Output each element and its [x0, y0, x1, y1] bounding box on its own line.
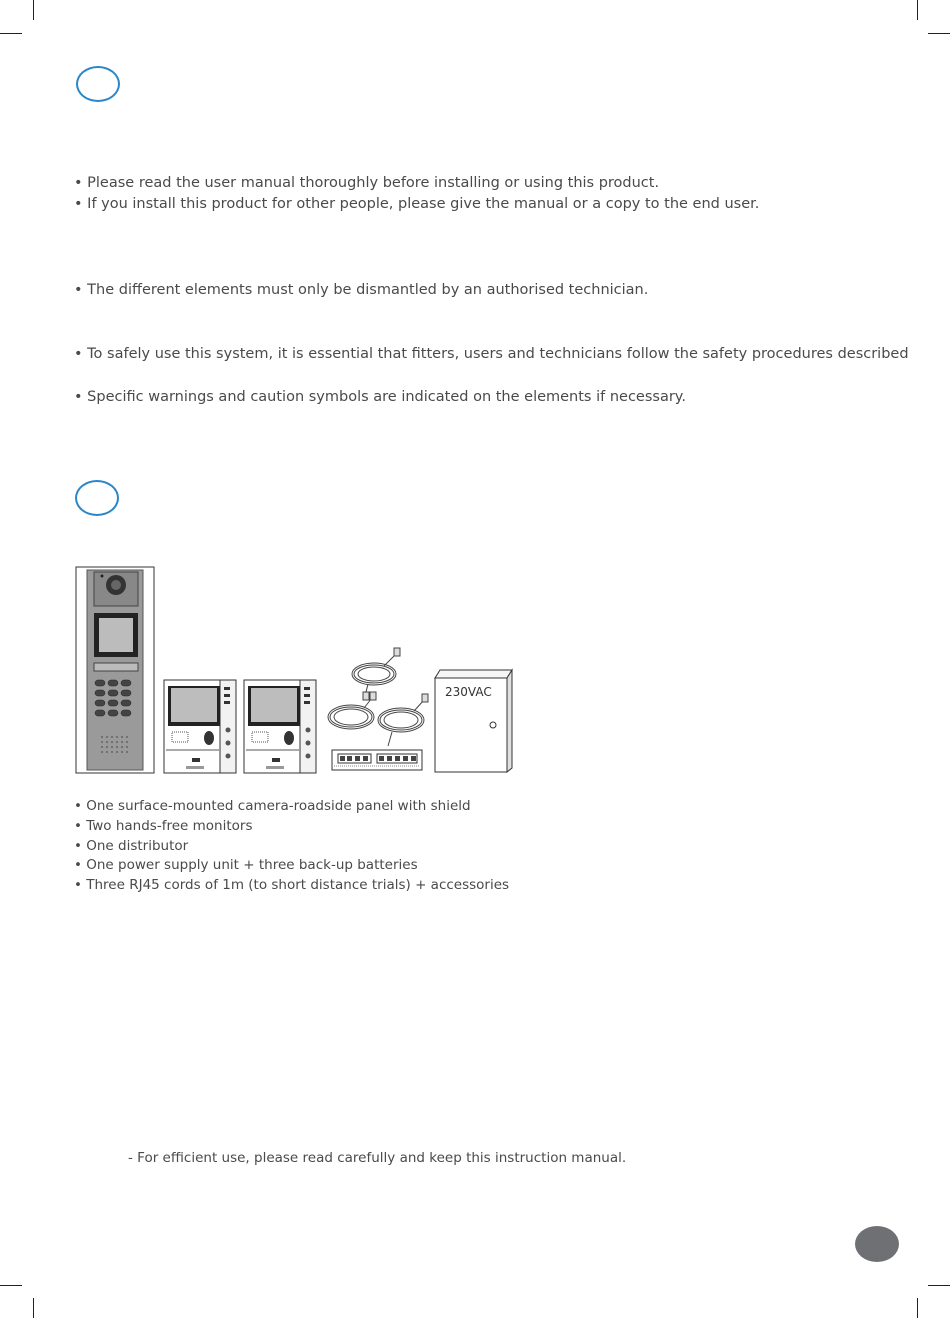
power-supply-illustration [435, 670, 512, 772]
distributor-illustration [332, 750, 422, 770]
list-item: • Two hands-free monitors [74, 817, 253, 834]
kit-contents-list [74, 797, 509, 896]
page-number-badge [855, 1226, 899, 1262]
monitor-illustration [244, 680, 316, 773]
crop-mark [917, 1298, 918, 1318]
crop-mark [33, 1298, 34, 1318]
list-item: • Three RJ45 cords of 1m (to short distance trials) + accessories [74, 877, 510, 894]
rj45-cords-illustration [328, 648, 428, 746]
list-item: • One surface-mounted camera-roadside panel with shield [74, 798, 471, 814]
manual-note: - For efficient use, please read carefully and keep this instruction manual. [128, 1150, 627, 1166]
crop-mark [928, 1285, 950, 1286]
safety-line-1: • To safely use this system, it is essential that fitters, users and technicians follow the safety procedures described [74, 346, 909, 362]
safety-line-2: • Specific warnings and caution symbols are indicated on the elements if necessary. [74, 389, 686, 405]
dismantle-line: • The different elements must only be dismantled by an authorised technician. [74, 282, 649, 298]
psu-label: 230VAC [445, 685, 492, 699]
intro-line-2: • If you install this product for other people, please give the manual or a copy to the end user. [74, 196, 760, 212]
door-panel-illustration [76, 567, 154, 773]
monitor-illustration [164, 680, 236, 773]
list-item: • One distributor [74, 837, 189, 854]
intro-line-1: • Please read the user manual thoroughly before installing or using this product. [74, 175, 660, 191]
crop-mark [0, 1285, 22, 1286]
list-item: • One power supply unit + three back-up batteries [74, 857, 418, 874]
